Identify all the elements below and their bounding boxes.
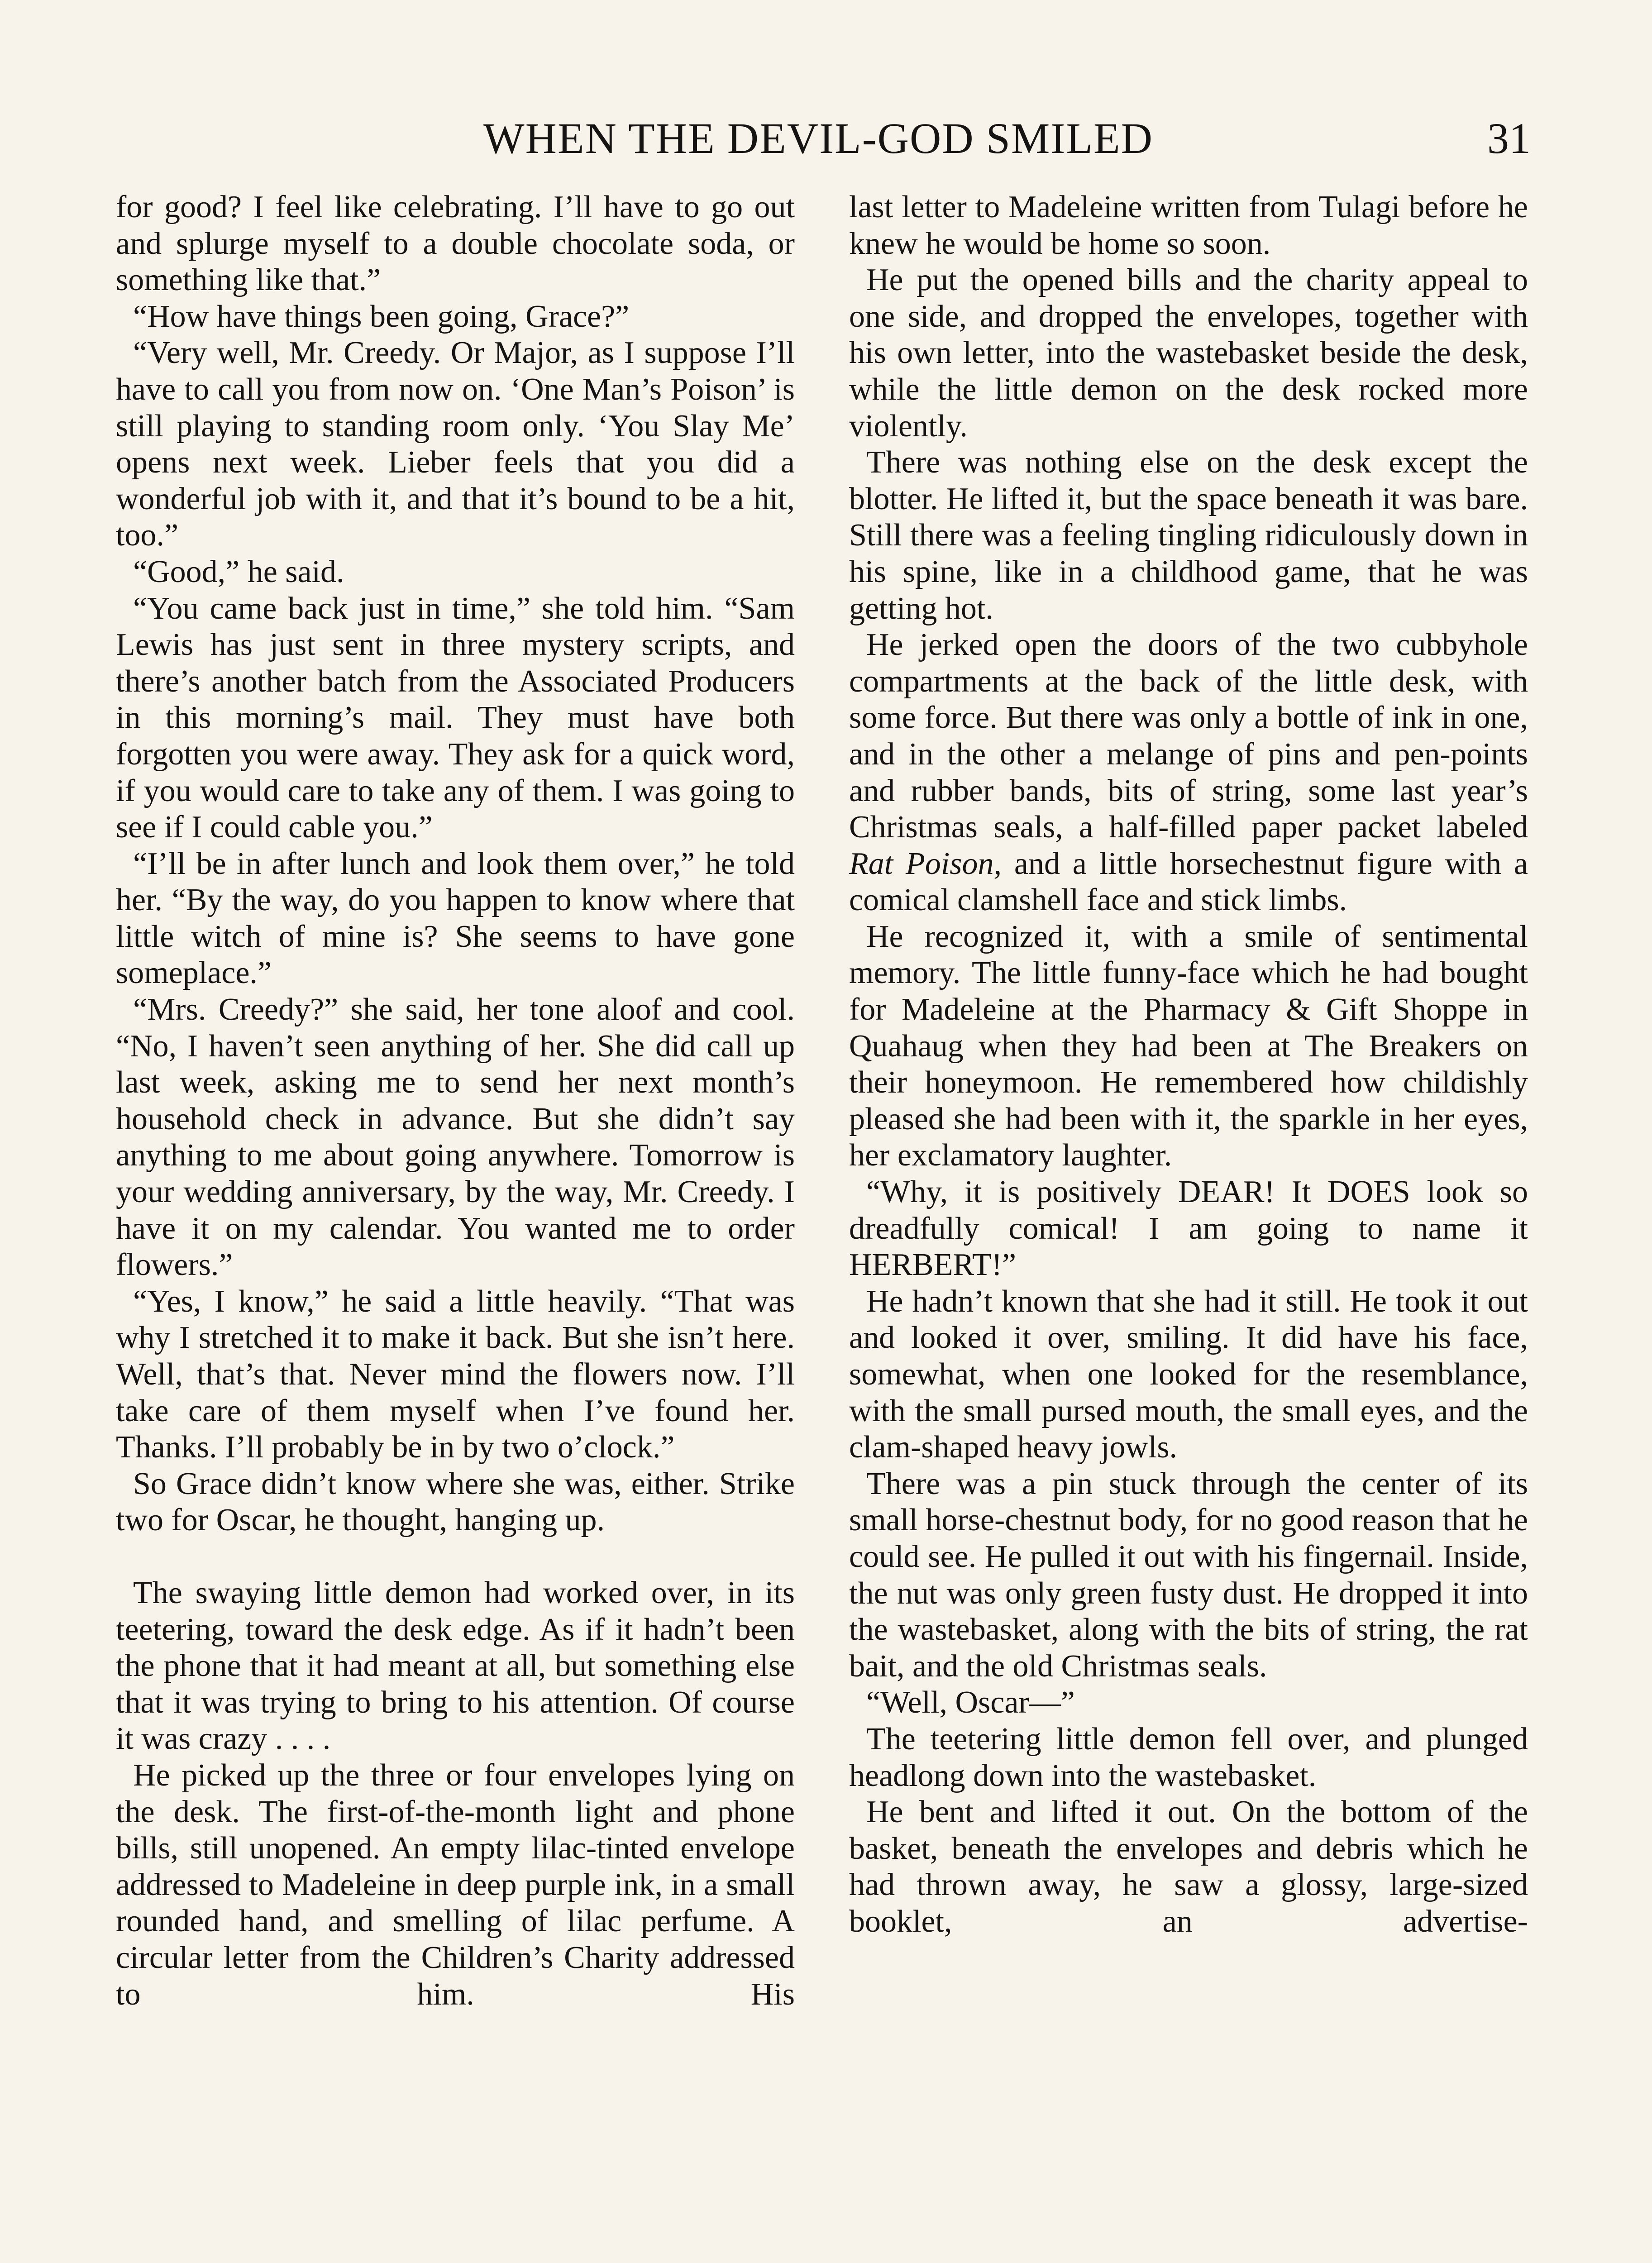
paragraph: He bent and lifted it out. On the bottom of the basket, beneath the envelopes and debris which he had thrown away, he saw a glossy, large-sized booklet, an advertise- [849, 1795, 1528, 1939]
paragraph: “You came back just in time,” she told him. “Sam Lewis has just sent in three mystery scripts, and there’s another batch from the Associated Producers in this morning’s mail. They must have both forgotten you were away. They ask for a quick word, if you would care to take any of them. I was going to see if I could cable you.” [116, 591, 795, 845]
text-run: and a little horsechestnut figure with a comical clamshell face and stick limbs. [849, 846, 1528, 918]
italic-label: Rat Poison, [849, 846, 1002, 881]
paragraph: “Well, Oscar—” [866, 1685, 1075, 1720]
paragraph: There was a pin stuck through the center of its small horse-chestnut body, for no good reason that he could see. He pulled it out with his fingernail. Inside, the nut was only green fusty dust. He dropped it into the wastebasket, along with the bits of string, the rat bait, and the old Christmas seals. [849, 1466, 1528, 1684]
text-run: He jerked open the doors of the two cubbyhole compartments at the back of the little desk, with some force. But there was only a bottle of ink in one, and in the other a melange of pins and pen-points and rubber bands, bits of string, some last year’s Christmas seals, a half-filled paper packet labeled [849, 627, 1528, 845]
paragraph: “Good,” he said. [133, 554, 344, 589]
paragraph: So Grace didn’t know where she was, either. Strike two for Oscar, he thought, hanging up. [116, 1466, 795, 1538]
paragraph: There was nothing else on the desk except the blotter. He lifted it, but the space beneath it was bare. Still there was a feeling tingling ridiculously down in his spine, like in a childhood game, that he was getting hot. [849, 445, 1528, 626]
paragraph: “How have things been going, Grace?” [133, 299, 630, 334]
running-title: WHEN THE DEVIL-GOD SMILED [483, 114, 1153, 162]
running-header [0, 113, 1652, 177]
paragraph: He picked up the three or four envelopes lying on the desk. The first-of-the-month light and phone bills, still unopened. An empty lilac-tinted envelope addressed to Madeleine in deep purple ink, in a small rounded hand, and smelling of lilac perfume. A circular letter from the Children’s Charity addressed to him. His [116, 1757, 795, 2012]
paragraph: “Why, it is positively DEAR! It DOES look so dreadfully comical! I am going to name it HERBERT!” [849, 1174, 1528, 1283]
text-column-left [116, 189, 795, 2013]
paragraph: “Very well, Mr. Creedy. Or Major, as I suppose I’ll have to call you from now on. ‘One Man’s Poison’ is still playing to standing room only. ‘You Slay Me’ opens next week. Lieber feels that you did a wonderful job with it, and that it’s bound to be a hit, too.” [116, 335, 795, 553]
paragraph: “Yes, I know,” he said a little heavily. “That was why I stretched it to make it back. But she isn’t here. Well, that’s that. Never mind the flowers now. I’ll take care of them myself when I’ve found her. Thanks. I’ll probably be in by two o’clock.” [116, 1284, 795, 1465]
paragraph: He put the opened bills and the charity appeal to one side, and dropped the envelopes, together with his own letter, into the wastebasket beside the desk, while the little demon on the desk rocked more violently. [849, 263, 1528, 444]
paragraph: The teetering little demon fell over, and plunged headlong down into the wastebasket. [849, 1721, 1528, 1793]
text-column-right [849, 189, 1528, 1940]
paragraph: “I’ll be in after lunch and look them over,” he told her. “By the way, do you happen to know where that little witch of mine is? She seems to have gone someplace.” [116, 846, 795, 991]
paragraph: He hadn’t known that she had it still. He took it out and looked it over, smiling. It did have his face, somewhat, when one looked for the resemblance, with the small pursed mouth, the small eyes, and the clam-shaped heavy jowls. [849, 1284, 1528, 1465]
paragraph: He recognized it, with a smile of sentimental memory. The little funny-face which he had bought for Madeleine at the Pharmacy & Gift Shoppe in Quahaug when they had been at The Breakers on their honeymoon. He remembered how childishly pleased she had been with it, the sparkle in her eyes, her exclamatory laughter. [849, 919, 1528, 1173]
paragraph: last letter to Madeleine written from Tulagi before he knew he would be home so soon. [849, 190, 1528, 261]
paragraph [849, 627, 1528, 919]
paragraph: “Mrs. Creedy?” she said, her tone aloof and cool. “No, I haven’t seen anything of her. She did call up last week, asking me to send her next month’s household check in advance. But she didn’t say anything to me about going anywhere. Tomorrow is your wedding anniversary, by the way, Mr. Creedy. I have it on my calendar. You wanted me to order flowers.” [116, 992, 795, 1283]
page-number: 31 [1487, 114, 1531, 162]
paragraph: for good? I feel like celebrating. I’ll have to go out and splurge myself to a double chocolate soda, or something like that.” [116, 190, 795, 298]
paragraph: The swaying little demon had worked over, in its teetering, toward the desk edge. As if it hadn’t been the phone that it had meant at all, but something else that it was trying to bring to his attention. Of course it was crazy . . . . [116, 1575, 795, 1757]
